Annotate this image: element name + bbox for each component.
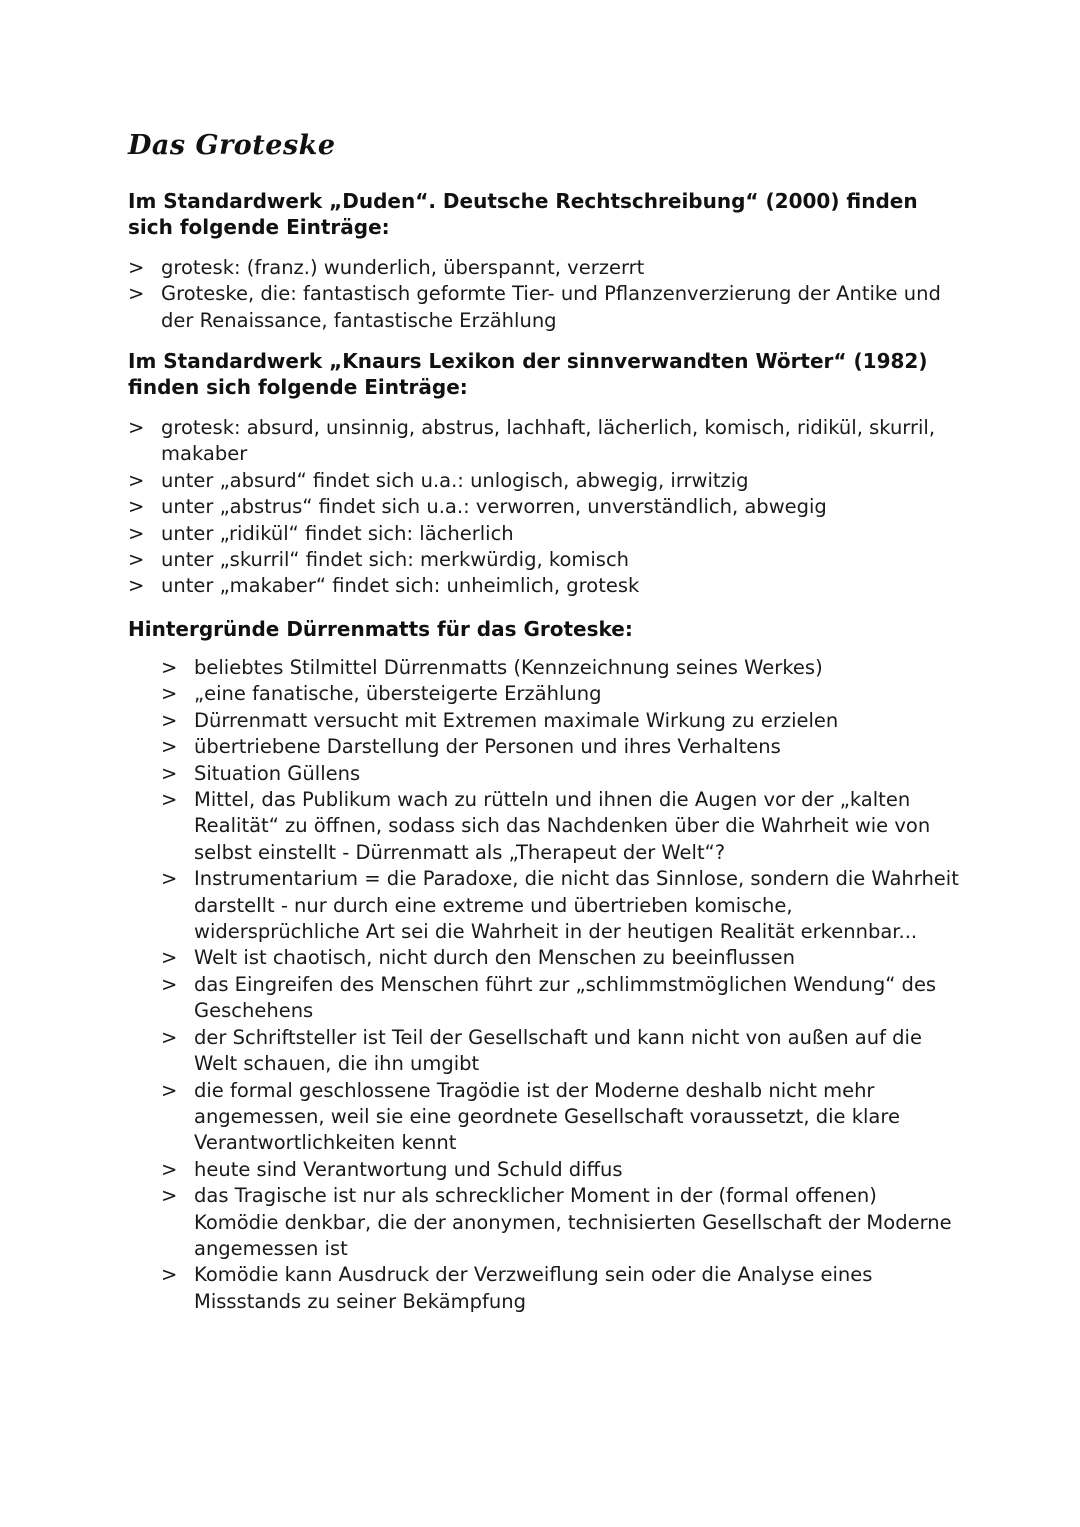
list-item: [161, 1078, 964, 1157]
list-item-text: das Eingreifen des Menschen führt zur „schlimmstmöglichen Wendung“ des Geschehens: [194, 972, 937, 1023]
knaur-entries-list: [128, 415, 951, 600]
list-item-text: unter „ridikül“ findet sich: lächerlich: [161, 521, 514, 545]
list-item: [161, 1157, 964, 1183]
duden-entries-list: [128, 255, 951, 334]
arrow-bullet-icon: >: [128, 416, 145, 439]
arrow-bullet-icon: >: [161, 1184, 178, 1208]
list-item-text: der Schriftsteller ist Teil der Gesellschaft und kann nicht von außen auf die Welt schauen, die ihn umgibt: [194, 1025, 922, 1076]
arrow-bullet-icon: >: [128, 495, 145, 519]
list-item-text: Dürrenmatt versucht mit Extremen maximale Wirkung zu erzielen: [194, 708, 839, 732]
list-item-text: Komödie kann Ausdruck der Verzweiflung sein oder die Analyse eines Missstands zu seiner Bekämpfung: [194, 1263, 873, 1313]
arrow-bullet-icon: >: [161, 656, 178, 679]
list-item-text: beliebtes Stilmittel Dürrenmatts (Kennzeichnung seines Werkes): [194, 656, 823, 679]
list-item-text: die formal geschlossene Tragödie ist der Moderne deshalb nicht mehr angemessen, weil sie eine geordnete Gesellschaft voraussetzt, die klare Verantwortlichkeiten kennt: [194, 1078, 900, 1155]
list-item: [161, 761, 964, 787]
list-item: [161, 787, 964, 866]
list-item: [161, 655, 964, 681]
list-item: [161, 708, 964, 734]
list-item-text: Instrumentarium = die Paradoxe, die nicht das Sinnlose, sondern die Wahrheit darstellt - nur durch eine extreme und übertrieben komische, widersprüchliche Art sei die Wahrheit in der heutigen Realität erkennbar...: [194, 867, 959, 944]
list-item-text: grotesk: (franz.) wunderlich, überspannt, verzerrt: [161, 256, 645, 279]
arrow-bullet-icon: >: [161, 735, 178, 759]
list-item: [161, 945, 964, 971]
arrow-bullet-icon: >: [161, 867, 178, 891]
list-item: [128, 521, 951, 547]
arrow-bullet-icon: >: [161, 1157, 178, 1181]
list-item: [128, 281, 951, 334]
list-item: [128, 494, 951, 520]
list-item-text: Situation Güllens: [194, 761, 361, 785]
list-item-text: unter „makaber“ findet sich: unheimlich, grotesk: [161, 574, 640, 598]
arrow-bullet-icon: >: [161, 1263, 178, 1287]
arrow-bullet-icon: >: [161, 972, 178, 996]
arrow-bullet-icon: >: [128, 256, 145, 279]
list-item-text: Mittel, das Publikum wach zu rütteln und ihnen die Augen vor der „kalten Realität“ zu öffnen, sodass sich das Nachdenken über die Wahrheit wie von selbst einstellt - Dürrenmatt als „Therapeut der Welt“?: [194, 788, 931, 864]
section-heading-knaur: Im Standardwerk „Knaurs Lexikon der sinnverwandten Wörter“ (1982) finden sich folgende Einträge:: [128, 349, 928, 399]
list-item: [128, 255, 951, 281]
list-item: [161, 1025, 964, 1078]
list-item: [161, 681, 964, 707]
arrow-bullet-icon: >: [128, 521, 145, 545]
page-title: Das Groteske: [128, 130, 336, 161]
list-item-text: unter „abstrus“ findet sich u.a.: verworren, unverständlich, abwegig: [161, 495, 827, 519]
list-item: [128, 468, 951, 494]
list-item-text: unter „skurril“ findet sich: merkwürdig, komisch: [161, 548, 630, 572]
arrow-bullet-icon: >: [161, 1078, 178, 1102]
section-heading-duden: Im Standardwerk „Duden“. Deutsche Rechtschreibung“ (2000) finden sich folgende Einträge:: [128, 189, 918, 239]
list-item: [161, 1183, 964, 1262]
list-item-text: das Tragische ist nur als schrecklicher Moment in der (formal offenen) Komödie denkbar, die der anonymen, technisierten Gesellschaft der Moderne angemessen ist: [194, 1184, 952, 1260]
list-item-text: grotesk: absurd, unsinnig, abstrus, lachhaft, lächerlich, komisch, ridikül, skurril, makaber: [161, 416, 936, 466]
list-item: [161, 972, 964, 1025]
arrow-bullet-icon: >: [128, 574, 145, 598]
list-item-text: übertriebene Darstellung der Personen und ihres Verhaltens: [194, 735, 781, 759]
list-item: [161, 866, 964, 945]
arrow-bullet-icon: >: [161, 761, 178, 785]
background-points-list: [161, 655, 964, 1315]
arrow-bullet-icon: >: [161, 946, 178, 970]
list-item: [128, 415, 951, 468]
arrow-bullet-icon: >: [128, 282, 145, 306]
list-item-text: unter „absurd“ findet sich u.a.: unlogisch, abwegig, irrwitzig: [161, 468, 749, 492]
list-item-text: heute sind Verantwortung und Schuld diffus: [194, 1157, 623, 1181]
list-item-text: Groteske, die: fantastisch geformte Tier- und Pflanzenverzierung der Antike und der Renaissance, fantastische Erzählung: [161, 282, 941, 332]
arrow-bullet-icon: >: [161, 788, 178, 812]
list-item: [128, 547, 951, 573]
arrow-bullet-icon: >: [161, 682, 178, 706]
list-item: [161, 1262, 964, 1315]
arrow-bullet-icon: >: [128, 548, 145, 572]
list-item: [161, 734, 964, 760]
list-item: [128, 573, 951, 599]
arrow-bullet-icon: >: [161, 1025, 178, 1049]
arrow-bullet-icon: >: [128, 468, 145, 492]
section-heading-hintergruende: Hintergründe Dürrenmatts für das Groteske:: [128, 617, 633, 641]
list-item-text: Welt ist chaotisch, nicht durch den Menschen zu beeinflussen: [194, 946, 795, 970]
list-item-text: „eine fanatische, übersteigerte Erzählung: [194, 682, 602, 706]
arrow-bullet-icon: >: [161, 708, 178, 732]
